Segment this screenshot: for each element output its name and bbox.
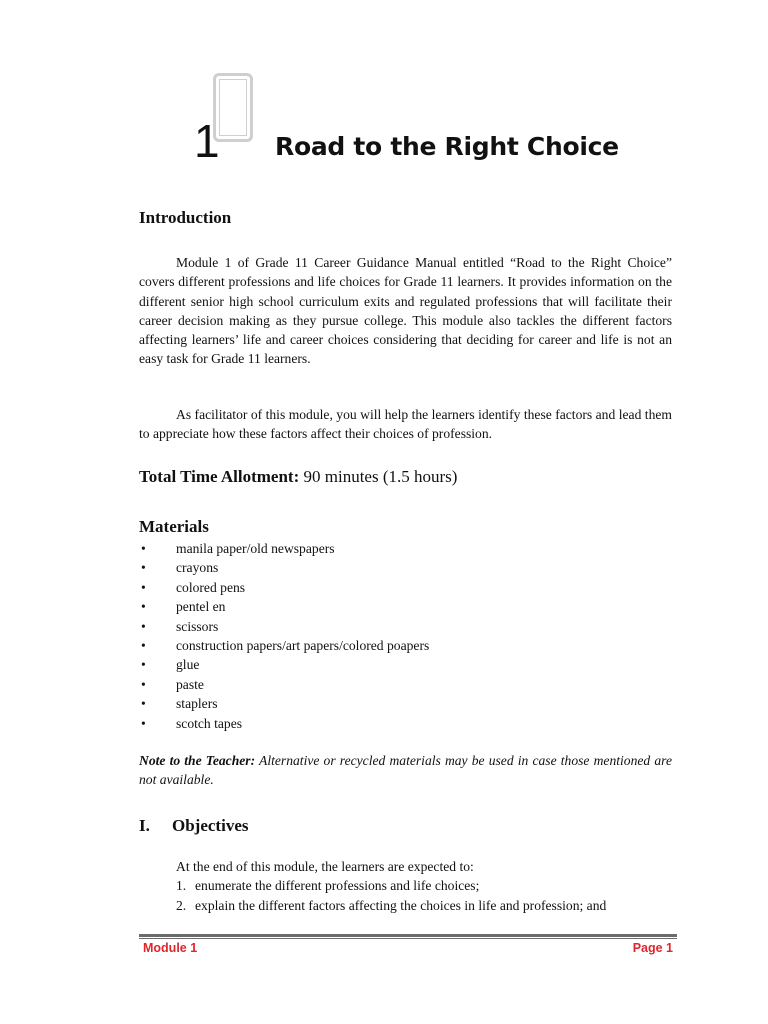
list-item: • crayons bbox=[139, 558, 429, 577]
list-item: • scissors bbox=[139, 617, 429, 636]
bullet-icon: • bbox=[141, 618, 146, 634]
footer-divider-thick bbox=[139, 934, 677, 937]
introduction-paragraph-1: Module 1 of Grade 11 Career Guidance Manual entitled “Road to the Right Choice” covers different professions and life choices for Grade 11 learners. It provides information on the different senior high school curriculum exits and regulated professions that will facilitate their career decision making as they pursue college. This module also tackles the different factors affecting learners’ life and career choices considering that deciding for career and life is not an easy task for Grade 11 learners. bbox=[139, 255, 672, 367]
bullet-icon: • bbox=[141, 657, 146, 673]
note-text: Alternative or recycled materials may be used in case those mentioned are not available. bbox=[139, 753, 672, 788]
list-item: • pentel en bbox=[139, 597, 429, 616]
footer-divider-thin bbox=[139, 938, 677, 939]
bullet-icon: • bbox=[141, 696, 146, 712]
note-label: Note to the Teacher: bbox=[139, 753, 256, 768]
time-allotment-label: Total Time Allotment: bbox=[139, 467, 300, 486]
bullet-icon: • bbox=[141, 541, 146, 556]
time-allotment bbox=[139, 466, 457, 488]
objectives-heading bbox=[139, 815, 248, 837]
footer-module-label: Module 1 bbox=[143, 941, 198, 955]
chapter-number-frame bbox=[213, 73, 253, 142]
bullet-icon: • bbox=[141, 676, 146, 692]
introduction-heading: Introduction bbox=[139, 208, 232, 227]
list-item: 1. enumerate the different professions and life choices; bbox=[176, 878, 480, 893]
bullet-icon: • bbox=[141, 560, 146, 576]
list-item: • staplers bbox=[139, 694, 429, 713]
chapter-title: Road to the Right Choice bbox=[275, 132, 619, 161]
objectives-title: Objectives bbox=[172, 816, 249, 835]
bullet-icon: • bbox=[141, 715, 146, 731]
list-item: • glue bbox=[139, 655, 429, 674]
materials-list bbox=[139, 539, 429, 733]
list-item: • construction papers/art papers/colored poapers bbox=[139, 636, 429, 655]
materials-heading: Materials bbox=[139, 517, 209, 536]
list-item: • manila paper/old newspapers bbox=[139, 539, 429, 558]
note-to-teacher bbox=[139, 751, 672, 790]
time-allotment-value: 90 minutes (1.5 hours) bbox=[303, 467, 458, 486]
list-item: • colored pens bbox=[139, 578, 429, 597]
objectives-intro: At the end of this module, the learners are expected to: bbox=[176, 859, 474, 874]
bullet-icon: • bbox=[141, 579, 146, 595]
bullet-icon: • bbox=[141, 637, 146, 653]
introduction-paragraph-2: As facilitator of this module, you will help the learners identify these factors and lead them to appreciate how these factors affect their choices of profession. bbox=[139, 407, 672, 442]
objectives-roman-numeral: I. bbox=[139, 816, 150, 835]
chapter-number: 1 bbox=[194, 115, 218, 167]
list-item: 2. explain the different factors affecting the choices in life and profession; and bbox=[176, 897, 607, 913]
bullet-icon: • bbox=[141, 599, 146, 615]
list-item: • paste bbox=[139, 675, 429, 694]
list-item: • scotch tapes bbox=[139, 714, 429, 733]
footer-page-number: Page 1 bbox=[632, 941, 673, 955]
objectives-list bbox=[176, 876, 606, 915]
